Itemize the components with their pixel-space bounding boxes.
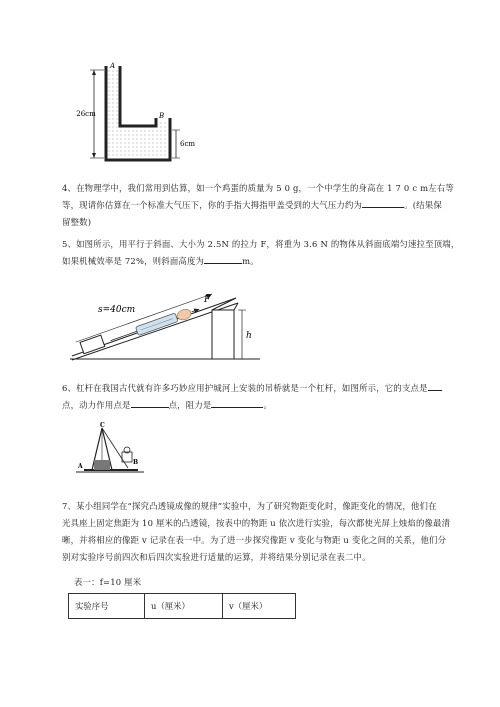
dim-26cm: 26cm (76, 110, 96, 118)
label-F: F (204, 295, 211, 305)
dim-6cm: 6cm (180, 140, 196, 148)
label-h: h (246, 331, 252, 341)
q5-line1: 5、如图所示，用平行于斜面、大小为 2.5N 的拉力 F，将重为 3.6 N 的物体从斜面底端匀速拉至顶端， (62, 239, 460, 249)
q7-line4: 别对实验序号前四次和后四次实验进行适量的运算，并将结果分别记录在表二中。 (62, 552, 371, 562)
label-B: B (159, 112, 165, 120)
q6-line1: 6、杠杆在我国古代就有许多巧妙应用护城河上安装的吊桥就是一个杠杆，如图所示，它的支点是 (62, 380, 482, 397)
q4-line3: 留整数) (62, 217, 92, 227)
q4-line1: 4、在物理学中，我们常用到估算，如一个鸡蛋的质量为 5 0 g，一个中学生的身高在 1 7 0 c m左右等 (62, 183, 454, 193)
q5-answer-blank[interactable] (204, 254, 242, 264)
label-B: B (133, 459, 139, 466)
container-figure (76, 58, 196, 168)
q6-effort-point-blank[interactable] (131, 398, 169, 408)
table1-caption: 表一：f=10 厘米 (74, 577, 142, 587)
question-6 (62, 380, 482, 414)
q6-resistance-blank[interactable] (211, 398, 263, 408)
table1-header-index: 实验序号 (69, 594, 145, 619)
q7-line2: 光具座上固定焦距为 10 厘米的凸透镜，按表中的物距 u 依次进行实验，每次都使光屏上烛焰的像最清 (62, 518, 451, 528)
drawbridge-figure (70, 420, 150, 476)
table1-header-v: v（厘米） (223, 594, 296, 619)
q6-line2: 点，动力作用点是 点，阻力是 。 (62, 400, 273, 410)
q5-line2: 如果机械效率是 72%，则斜面高度为 m。 (62, 256, 259, 266)
q4-answer-blank[interactable] (362, 198, 404, 208)
question-4 (62, 180, 482, 231)
label-A: A (78, 463, 83, 470)
question-7 (62, 498, 482, 566)
q7-line1: 7、某小组同学在“探究凸透镜成像的规律”实验中，为了研究物距变化时，像距变化的情况，他们在 (62, 501, 437, 511)
table1 (68, 593, 296, 619)
table-row (69, 594, 296, 619)
q6-pivot-blank[interactable] (428, 381, 442, 391)
label-C: C (100, 422, 105, 429)
q4-line2: 等，现请你估算在一个标准大气压下，你的手指大拇指甲盖受到的大气压力约为 。(结果保 (62, 200, 442, 210)
q7-line3: 晰，并将相应的像距 v 记录在表一中。为了进一步探究像距 v 变化与物距 u 变化之间的关系，他们分 (62, 535, 447, 545)
label-s: s=40cm (98, 305, 136, 315)
table1-header-u: u（厘米） (145, 594, 223, 619)
incline-figure (62, 284, 272, 364)
question-5 (62, 236, 482, 270)
label-A: A (110, 62, 116, 70)
